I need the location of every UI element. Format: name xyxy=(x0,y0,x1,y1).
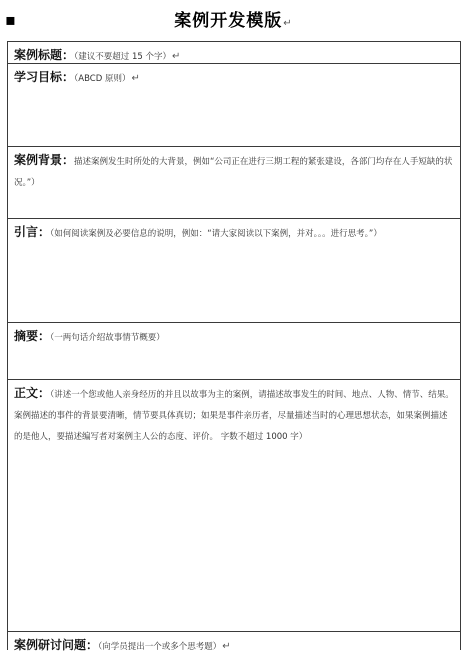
introduction-hint: （如何阅读案例及必要信息的说明，例如：“请大家阅读以下案例，并对。。。进行思考。”） xyxy=(50,229,382,239)
case-title-hint: （建议不要超过 15 个字） xyxy=(74,52,171,62)
row-introduction[interactable] xyxy=(8,219,460,323)
paragraph-mark-icon: ↵ xyxy=(131,73,140,84)
row-learning-objectives[interactable] xyxy=(8,64,460,147)
discussion-questions-label: 案例研讨问题： xyxy=(14,638,99,652)
summary-label: 摘要： xyxy=(14,329,51,343)
paragraph-mark-icon: ↵ xyxy=(172,51,181,62)
learning-objectives-label: 学习目标： xyxy=(14,70,75,84)
paragraph-mark-icon: ↵ xyxy=(283,18,293,29)
learning-objectives-hint: （ABCD 原则） xyxy=(74,74,131,84)
page-title xyxy=(0,6,467,31)
summary-hint: （一两句话介绍故事情节概要） xyxy=(50,333,165,343)
body-text-label: 正文： xyxy=(14,386,51,400)
row-body-text[interactable] xyxy=(8,380,460,632)
paragraph-mark-icon: ↵ xyxy=(222,641,231,652)
row-summary[interactable] xyxy=(8,323,460,380)
body-text-hint: （讲述一个您或他人亲身经历的并且以故事为主的案例，请描述故事发生的时间、地点、人物、情节、结果。案例描述的事件的背景要清晰，情节要具体真切；如果是事件亲历者，尽量描述当时的心理思想状态，如果案例描述的是他人，要描述编写者对案例主人公的态度、评价。 字数不超过 1000 字） xyxy=(14,390,454,442)
row-discussion-questions[interactable] xyxy=(8,632,460,652)
discussion-questions-hint: （向学员提出一个或多个思考题） xyxy=(98,642,222,652)
bullet-mark: ▪ xyxy=(5,10,16,29)
case-template-table xyxy=(7,41,461,650)
introduction-label: 引言： xyxy=(14,225,51,239)
case-background-hint: 描述案例发生时所处的大背景，例如“公司正在进行三期工程的紧张建设，各部门均存在人手短缺的状况。”） xyxy=(14,157,453,188)
row-case-title[interactable] xyxy=(8,42,460,64)
page-title-text: 案例开发模版 xyxy=(174,11,283,31)
case-title-label: 案例标题： xyxy=(14,48,75,62)
row-case-background[interactable] xyxy=(8,147,460,219)
case-background-label: 案例背景： xyxy=(14,153,75,167)
